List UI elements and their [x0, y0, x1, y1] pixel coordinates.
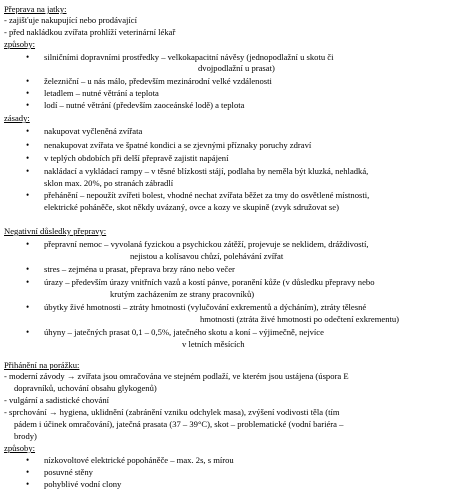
- bullet-text: stres – zejména u prasat, přeprava brzy ráno nebo večer: [44, 264, 235, 274]
- text-line: - vulgární a sadistické chování: [4, 395, 110, 405]
- bullet-text-cont: sklon max. 20%, po stranách zábradlí: [44, 178, 174, 188]
- bullet-mark: •: [26, 467, 30, 477]
- bullet-text-cont: elektrické poháněče, skot někdy uvázaný, ovce a kozy ve skupině (zvyk sdružovat se): [44, 202, 339, 212]
- bullet-mark: •: [26, 455, 30, 465]
- text-line: - zajišťuje nakupující nebo prodávající: [4, 15, 138, 25]
- bullet-mark: •: [26, 277, 30, 287]
- bullet-text: nenakupovat zvířata ve špatné kondici a se zjevnými příznaky poruchy zdraví: [44, 140, 312, 150]
- text-line: - moderní závody → zvířata jsou omračována ve stejném podlaží, ve kterém jsou ustájena (úspora E: [4, 371, 349, 381]
- bullet-text-cont: nejistou a kolísavou chůzí, polehávání zvířat: [130, 251, 284, 261]
- text-line-cont: pádem i účinek omračování), jatečná prasata (37 – 39°C), skot – problematické (vodní bariéra –: [14, 419, 344, 429]
- bullet-text-cont: dvojpodlažní u prasat): [198, 63, 275, 73]
- bullet-mark: •: [26, 302, 30, 312]
- bullet-text: posuvné stěny: [44, 467, 93, 477]
- text-line: - před nakládkou zvířata prohlíží veterinární lékař: [4, 27, 176, 37]
- bullet-text: nakupovat vyčleněná zvířata: [44, 126, 143, 136]
- bullet-mark: •: [26, 239, 30, 249]
- bullet-text: letadlem – nutné větrání a teplota: [44, 88, 159, 98]
- subheading-zasady: zásady:: [4, 113, 30, 123]
- bullet-mark: •: [26, 52, 30, 62]
- subheading-zpusoby-2: způsoby:: [4, 443, 36, 453]
- bullet-mark: •: [26, 166, 30, 176]
- bullet-mark: •: [26, 88, 30, 98]
- bullet-mark: •: [26, 479, 30, 489]
- bullet-mark: •: [26, 264, 30, 274]
- text-line-cont: dopravníků, uchování obsahu glykogenů): [14, 383, 157, 393]
- bullet-mark: •: [26, 153, 30, 163]
- bullet-mark: •: [26, 76, 30, 86]
- text-line: - sprchování → hygiena, uklidnění (zabránění vzniku odchylek masa), zvýšení vodivosti těla (tím: [4, 407, 340, 417]
- section-heading-negativni: Negativní důsledky přepravy:: [4, 226, 107, 236]
- bullet-mark: •: [26, 100, 30, 110]
- bullet-text: úrazy – především úrazy vnitřních vazů a kostí pánve, poranění kůže (v důsledku přepravy nebo: [44, 277, 375, 287]
- bullet-mark: •: [26, 140, 30, 150]
- bullet-text: nízkovoltové elektrické popoháněče – max. 2s, s mírou: [44, 455, 234, 465]
- bullet-mark: •: [26, 327, 30, 337]
- bullet-mark: •: [26, 126, 30, 136]
- bullet-text: pohyblivé vodní clony: [44, 479, 122, 489]
- bullet-text: v teplých obdobích při delší přepravě zajistit napájení: [44, 153, 229, 163]
- bullet-mark: •: [26, 190, 30, 200]
- bullet-text-cont: hmotnosti (ztráta živé hmotnosti po odečtení exkrementu): [200, 314, 400, 324]
- bullet-text-cont: krutým zacházením ze strany pracovníků): [110, 289, 255, 299]
- section-heading-prihaneni: Přihánění na porážku:: [4, 360, 80, 370]
- subheading-zpusoby: způsoby:: [4, 39, 36, 49]
- bullet-text: železniční – u nás málo, především mezinárodní velké vzdálenosti: [44, 76, 272, 86]
- bullet-text: nakládací a vykládací rampy – v těsné blízkosti stájí, podlaha by neměla být kluzká, nehladká,: [44, 166, 369, 176]
- bullet-text: úbytky živé hmotnosti – ztráty hmotnosti (vylučování exkrementů a dýcháním), ztráty tělesné: [44, 302, 367, 312]
- bullet-text: úhyny – jatečných prasat 0,1 – 0,5%, jatečného skotu a koní – výjimečně, nejvíce: [44, 327, 324, 337]
- text-line-cont: brody): [14, 431, 37, 441]
- bullet-text: přepravní nemoc – vyvolaná fyzickou a psychickou zátěží, projevuje se neklidem, dráždivostí,: [44, 239, 369, 249]
- bullet-text: silničními dopravními prostředky – velkokapacitní návěsy (jednopodlažní u skotu či: [44, 52, 334, 62]
- bullet-text: lodí – nutné větrání (především zaoceánské lodě) a teplota: [44, 100, 245, 110]
- bullet-text-cont: v letních měsících: [182, 339, 245, 349]
- section-heading-preprava: Přeprava na jatky:: [4, 4, 67, 14]
- bullet-text: přehánění – nepoužít zvířeti bolest, vhodné nechat zvířata běžet za tmy do osvětlené místnosti,: [44, 190, 370, 200]
